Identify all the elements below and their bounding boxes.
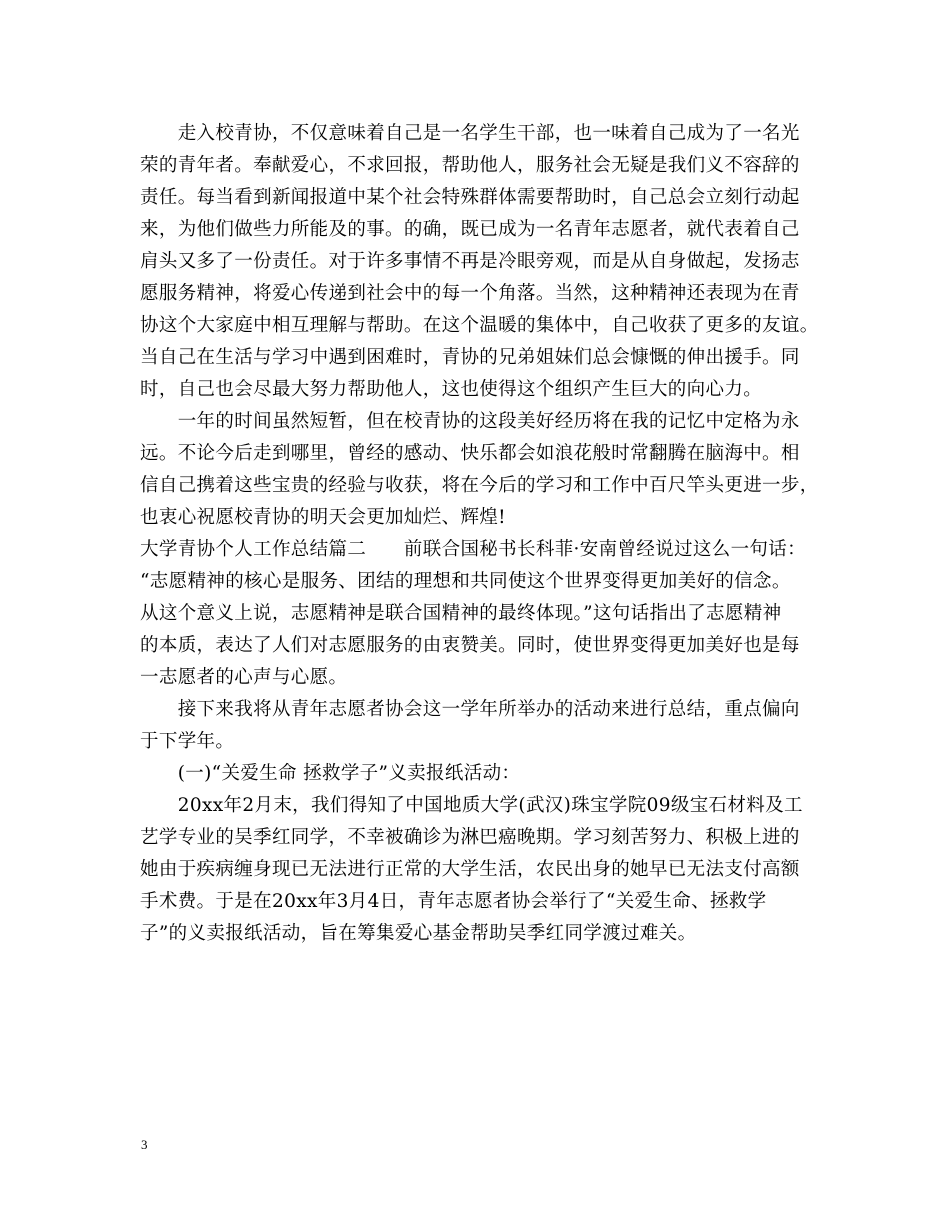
text-line: 当自己在生活与学习中遇到困难时，青协的兄弟姐妹们总会慷慨的伸出援手。同 [140,347,800,368]
text-line: 信自己携着这些宝贵的经验与收获，将在今后的学习和工作中百尺竿头更进一步， [140,475,819,496]
text-line: 手术费。于是在20xx年3月4日，青年志愿者协会举行了“关爱生命、拯救学 [140,891,767,912]
section-heading-line: 大学青协个人工作总结篇二 前联合国秘书长科菲·安南曾经说过这么一句话： [140,539,806,560]
text-line: 于下学年。 [140,731,235,752]
text-line: “志愿精神的核心是服务、团结的理想和共同使这个世界变得更加美好的信念。 [140,571,791,592]
text-line: 来，为他们做些力所能及的事。的确，既已成为一名青年志愿者，就代表着自己 [140,219,800,240]
text-line: 她由于疾病缠身现已无法进行正常的大学生活，农民出身的她早已无法支付高额 [140,859,800,880]
page-number: 3 [141,1137,148,1152]
text-line: 从这个意义上说，志愿精神是联合国精神的最终体现。”这句话指出了志愿精神 [140,603,782,624]
text-line: 艺学专业的吴季红同学，不幸被确诊为淋巴癌晚期。学习刻苦努力、积极上进的 [140,827,800,848]
text-line: 肩头又多了一份责任。对于许多事情不再是冷眼旁观，而是从自身做起，发扬志 [140,251,800,272]
text-line: 20xx年2月末，我们得知了中国地质大学(武汉)珠宝学院09级宝石材料及工 [140,795,803,816]
text-line: 一年的时间虽然短暂，但在校青协的这段美好经历将在我的记忆中定格为永 [140,411,800,432]
text-line: 远。不论今后走到哪里，曾经的感动、快乐都会如浪花般时常翻腾在脑海中。相 [140,443,800,464]
text-line: 的本质，表达了人们对志愿服务的由衷赞美。同时，使世界变得更加美好也是每 [140,635,800,656]
text-line: 愿服务精神，将爱心传递到社会中的每一个角落。当然，这种精神还表现为在青 [140,283,800,304]
text-line: 协这个大家庭中相互理解与帮助。在这个温暖的集体中，自己收获了更多的友谊。 [140,315,819,336]
text-line: 时，自己也会尽最大努力帮助他人，这也使得这个组织产生巨大的向心力。 [140,379,763,400]
text-line: 责任。每当看到新闻报道中某个社会特殊群体需要帮助时，自己总会立刻行动起 [140,187,800,208]
text-line: 也衷心祝愿校青协的明天会更加灿烂、辉煌! [140,507,506,528]
subheading-line: (一)“关爱生命 拯救学子”义卖报纸活动： [140,763,521,784]
text-line: 荣的青年者。奉献爱心，不求回报，帮助他人，服务社会无疑是我们义不容辞的 [140,155,800,176]
text-line: 子”的义卖报纸活动，旨在筹集爱心基金帮助吴季红同学渡过难关。 [140,923,697,944]
text-line: 一志愿者的心声与心愿。 [140,667,348,688]
text-line: 走入校青协，不仅意味着自己是一名学生干部，也一味着自己成为了一名光 [140,123,800,144]
text-line: 接下来我将从青年志愿者协会这一学年所举办的活动来进行总结，重点偏向 [140,699,800,720]
